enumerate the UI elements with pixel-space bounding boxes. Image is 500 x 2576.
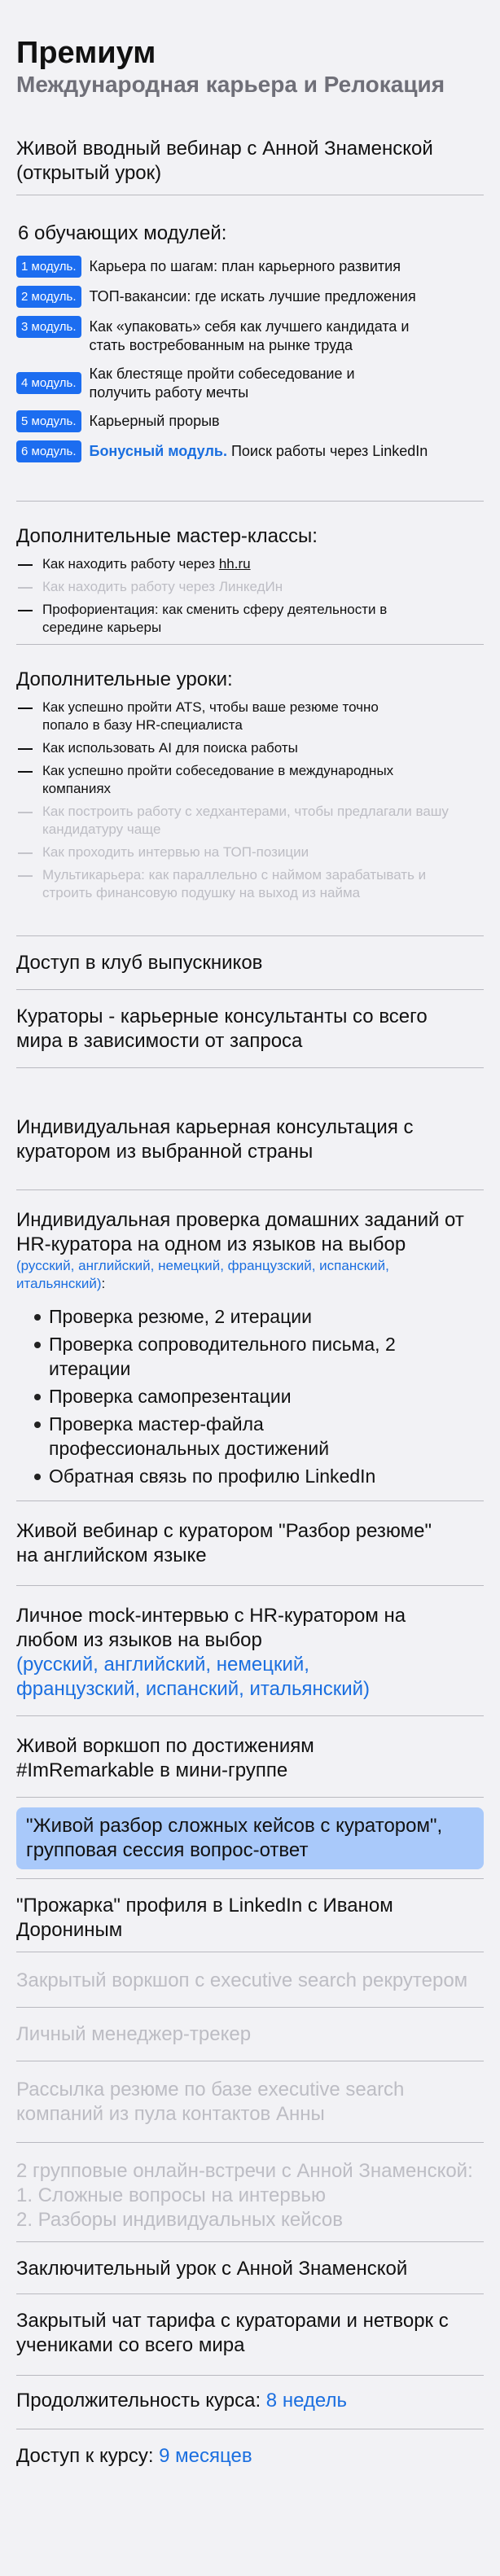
bonus-module-label: Бонусный модуль.	[89, 443, 227, 459]
module-item	[16, 410, 484, 432]
section-access	[16, 2429, 484, 2469]
duration-text: Продолжительность курса: 8 недель	[16, 2390, 347, 2412]
section-masterclasses	[16, 502, 484, 645]
lesson-item: Как использовать AI для поиска работы	[16, 739, 484, 757]
module-item	[16, 363, 484, 402]
homework-list	[16, 1304, 484, 1488]
module-badge: 2 модуль.	[16, 286, 81, 308]
linkedin-roast-text: "Прожарка" профиля в LinkedIn с Иваном Дорониным	[16, 1895, 393, 1941]
page-title: Премиум	[16, 36, 156, 70]
section-executive-workshop	[16, 1952, 484, 2008]
section-linkedin-roast	[16, 1879, 484, 1952]
group-meetings-item: 1. Сложные вопросы на интервью	[16, 2184, 326, 2206]
section-group-meetings	[16, 2143, 484, 2242]
section-intro-webinar	[16, 98, 484, 195]
duration-value: 8 недель	[265, 2390, 347, 2412]
module-badge: 4 модуль.	[16, 372, 81, 394]
module-badge: 5 модуль.	[16, 410, 81, 432]
group-meetings-text: 2 групповые онлайн-встречи с Анной Знаменской:	[16, 2160, 473, 2182]
section-lessons	[16, 645, 484, 936]
lesson-item: Как построить работу с хедхантерами, чтобы предлагали вашу кандидатуру чаще	[16, 803, 458, 839]
module-text: Карьерный прорыв	[89, 413, 220, 429]
module-item	[16, 440, 484, 462]
module-text: Бонусный модуль. Поиск работы через LinkedIn	[89, 443, 428, 459]
masterclass-item: Как находить работу через hh.ru	[16, 555, 484, 573]
masterclasses-list	[16, 555, 484, 637]
lesson-item: Мультикарьера: как параллельно с наймом зарабатывать и строить финансовую подушку на выход из найма	[16, 866, 466, 902]
section-curators	[16, 990, 484, 1068]
section-manager-tracker	[16, 2008, 484, 2061]
section-duration	[16, 2376, 484, 2429]
module-text: ТОП-вакансии: где искать лучшие предложения	[89, 288, 416, 304]
section-resume-webinar	[16, 1501, 484, 1586]
section-mock-interview	[16, 1586, 484, 1716]
module-badge: 3 модуль.	[16, 316, 81, 338]
alumni-club-text: Доступ в клуб выпускников	[16, 952, 263, 974]
masterclass-item: Профориентация: как сменить сферу деятельности в середине карьеры	[16, 601, 425, 637]
resume-mailing-text: Рассылка резюме по базе executive search компаний из пула контактов Анны	[16, 2079, 405, 2125]
section-alumni-club	[16, 936, 484, 990]
resume-webinar-text: Живой вебинар с куратором "Разбор резюме" на английском языке	[16, 1520, 432, 1566]
executive-workshop-text: Закрытый воркшоп с executive search рекрутером	[16, 1969, 468, 1991]
module-text: Карьера по шагам: план карьерного развития	[89, 258, 401, 274]
consultation-text: Индивидуальная карьерная консультация с куратором из выбранной страны	[16, 1116, 414, 1163]
section-resume-mailing	[16, 2061, 484, 2143]
lesson-item: Как успешно пройти собеседование в международных компаниях	[16, 762, 458, 798]
homework-item: Проверка самопрезентации	[33, 1384, 484, 1408]
masterclass-item: Как находить работу через ЛинкедИн	[16, 578, 484, 596]
module-badge: 1 модуль.	[16, 256, 81, 278]
module-text: Как «упаковать» себя как лучшего кандидата и стать востребованным на рынке труда	[89, 318, 410, 353]
page-subtitle: Международная карьера и Релокация	[16, 72, 445, 97]
access-text: Доступ к курсу: 9 месяцев	[16, 2445, 252, 2467]
homework-heading: Индивидуальная проверка домашних заданий от HR-куратора на одном из языков на выбор	[16, 1209, 464, 1255]
modules-heading: 6 обучающих модулей:	[18, 222, 227, 244]
access-value: 9 месяцев	[159, 2445, 252, 2467]
module-item	[16, 286, 484, 308]
homework-item: Проверка мастер-файла профессиональных достижений	[33, 1412, 415, 1461]
lesson-item: Как проходить интервью на ТОП-позиции	[16, 843, 484, 861]
homework-item: Проверка резюме, 2 итерации	[33, 1304, 484, 1329]
masterclasses-heading: Дополнительные мастер-классы:	[16, 525, 318, 547]
hh-link[interactable]: hh.ru	[218, 556, 251, 572]
homework-languages: (русский, английский, немецкий, французский, испанский, итальянский):	[16, 1258, 389, 1291]
lesson-item: Как успешно пройти ATS, чтобы ваше резюме точно попало в базу HR-специалиста	[16, 699, 417, 734]
group-meetings-item: 2. Разборы индивидуальных кейсов	[16, 2209, 343, 2231]
section-consultation	[16, 1068, 484, 1190]
workshop-text: Живой воркшоп по достижениям #ImRemarkable в мини-группе	[16, 1735, 314, 1781]
modules-list	[16, 256, 484, 462]
module-badge: 6 модуль.	[16, 440, 81, 462]
section-closed-chat	[16, 2294, 484, 2376]
section-final-lesson	[16, 2242, 484, 2294]
mock-interview-languages: (русский, английский, немецкий, французский, испанский, итальянский)	[16, 1654, 371, 1700]
section-modules	[16, 195, 484, 502]
module-item	[16, 316, 484, 355]
closed-chat-text: Закрытый чат тарифа с кураторами и нетворк с учениками со всего мира	[16, 2310, 449, 2356]
module-item	[16, 256, 484, 278]
section-workshop	[16, 1716, 484, 1798]
mock-interview-text: Личное mock-интервью с HR-куратором на любом из языков на выбор	[16, 1605, 406, 1651]
final-lesson-text: Заключительный урок с Анной Знаменской	[16, 2258, 408, 2280]
lessons-list	[16, 699, 484, 902]
cases-session-text: "Живой разбор сложных кейсов с куратором", групповая сессия вопрос-ответ	[26, 1815, 443, 1861]
lessons-heading: Дополнительные уроки:	[16, 668, 233, 690]
section-cases-session	[16, 1798, 484, 1879]
homework-item: Проверка сопроводительного письма, 2 итерации	[33, 1332, 415, 1381]
homework-item: Обратная связь по профилю LinkedIn	[33, 1464, 484, 1488]
cases-session-highlight	[16, 1807, 484, 1869]
manager-tracker-text: Личный менеджер-трекер	[16, 2023, 252, 2045]
module-text: Как блестяще пройти собеседование и получить работу мечты	[89, 366, 355, 401]
curators-text: Кураторы - карьерные консультанты со всего мира в зависимости от запроса	[16, 1005, 428, 1052]
section-homework	[16, 1190, 484, 1501]
intro-webinar-text: Живой вводный вебинар с Анной Знаменской (открытый урок)	[16, 138, 433, 184]
